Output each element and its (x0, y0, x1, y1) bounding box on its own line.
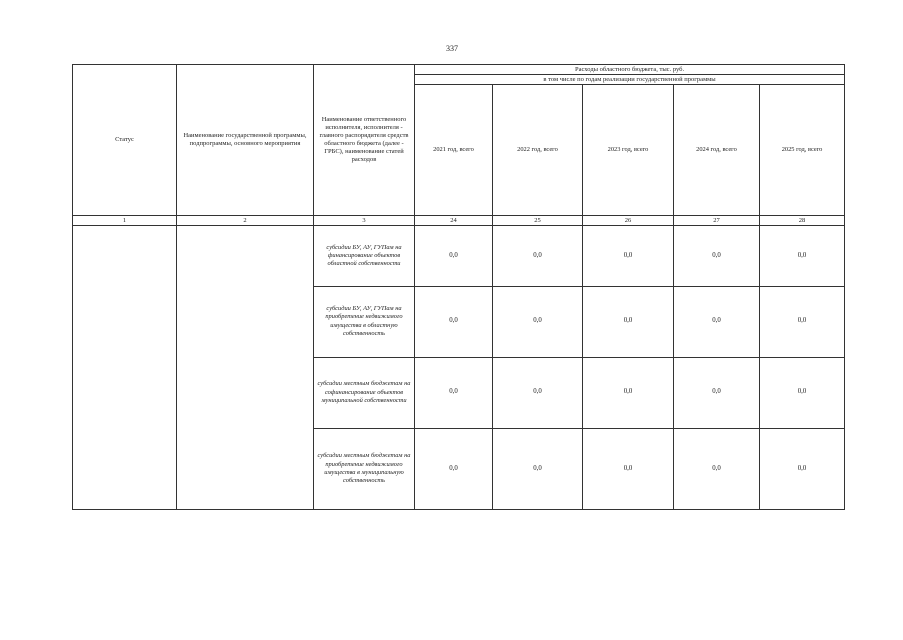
value-cell: 0,0 (493, 357, 583, 429)
value-cell: 0,0 (493, 226, 583, 287)
column-number: 2 (177, 216, 314, 226)
value-cell: 0,0 (583, 357, 674, 429)
value-cell: 0,0 (493, 286, 583, 357)
value-cell: 0,0 (760, 226, 845, 287)
header-year: 2025 год, всего (760, 85, 845, 216)
value-cell: 0,0 (415, 226, 493, 287)
value-cell: 0,0 (415, 357, 493, 429)
header-executor: Наименование ответственного исполнителя, исполнителя - главного распорядителя средств областного бюджета (далее - ГРБС), наименование статей расходов (314, 65, 415, 216)
column-number: 24 (415, 216, 493, 226)
value-cell: 0,0 (674, 286, 760, 357)
header-by-years: в том числе по годам реализации государственной программы (415, 75, 845, 85)
expense-item-name: субсидии БУ, АУ, ГУПам на приобретение недвижимого имущества в областную собственность (314, 286, 415, 357)
header-status: Статус (73, 65, 177, 216)
column-number: 28 (760, 216, 845, 226)
expense-item-name: субсидии местным бюджетам на приобретение недвижимого имущества в муниципальную собственность (314, 429, 415, 510)
page-number: 337 (446, 44, 458, 53)
value-cell: 0,0 (415, 429, 493, 510)
column-number: 25 (493, 216, 583, 226)
table-row (73, 226, 845, 287)
header-row (73, 65, 845, 75)
header-program-name: Наименование государственной программы, подпрограммы, основного мероприятия (177, 65, 314, 216)
status-cell (73, 226, 177, 510)
program-name-cell (177, 226, 314, 510)
value-cell: 0,0 (674, 429, 760, 510)
column-number-row (73, 216, 845, 226)
value-cell: 0,0 (583, 286, 674, 357)
header-year: 2021 год, всего (415, 85, 493, 216)
value-cell: 0,0 (583, 429, 674, 510)
value-cell: 0,0 (760, 357, 845, 429)
column-number: 1 (73, 216, 177, 226)
expense-item-name: субсидии БУ, АУ, ГУПам на финансирование объектов областной собственности (314, 226, 415, 287)
expense-item-name: субсидии местным бюджетам на софинансирование объектов муниципальной собственности (314, 357, 415, 429)
value-cell: 0,0 (493, 429, 583, 510)
column-number: 26 (583, 216, 674, 226)
value-cell: 0,0 (760, 286, 845, 357)
value-cell: 0,0 (674, 357, 760, 429)
header-year: 2023 год, всего (583, 85, 674, 216)
header-year: 2022 год, всего (493, 85, 583, 216)
header-year: 2024 год, всего (674, 85, 760, 216)
column-number: 3 (314, 216, 415, 226)
value-cell: 0,0 (415, 286, 493, 357)
budget-table (72, 64, 845, 510)
column-number: 27 (674, 216, 760, 226)
value-cell: 0,0 (583, 226, 674, 287)
value-cell: 0,0 (674, 226, 760, 287)
header-expenses: Расходы областного бюджета, тыс. руб. (415, 65, 845, 75)
value-cell: 0,0 (760, 429, 845, 510)
